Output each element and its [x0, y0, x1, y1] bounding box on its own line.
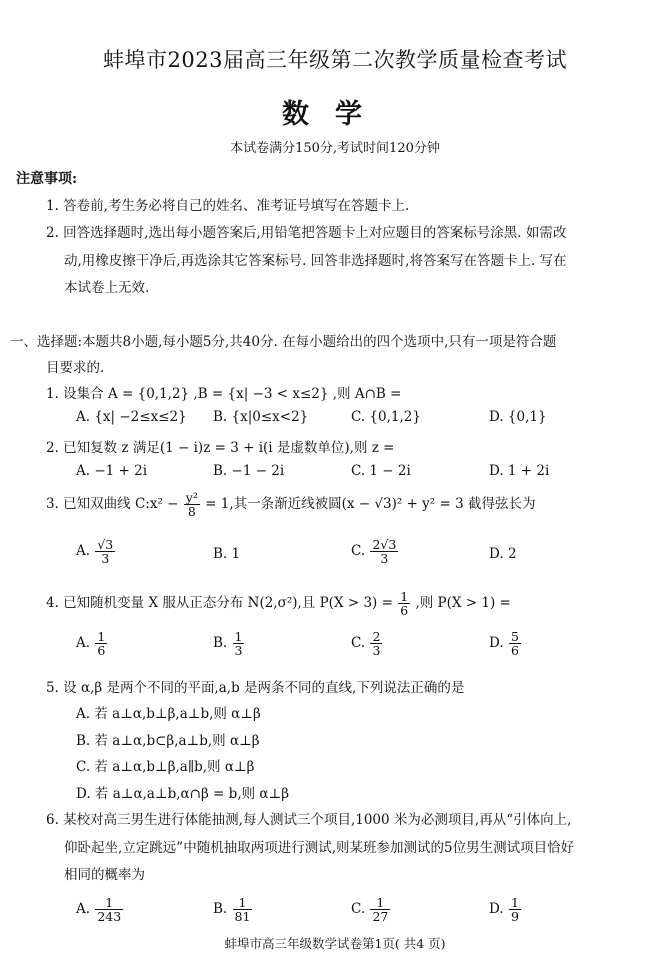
option-label: A. — [76, 901, 91, 918]
frac-num: 1 — [234, 629, 243, 644]
frac-num: 2 — [372, 629, 381, 644]
option-label: D. — [489, 546, 504, 562]
q6-option-a — [76, 896, 124, 923]
option-value: 2 — [507, 546, 517, 562]
option-label: B. — [213, 635, 228, 652]
q6-option-c — [351, 896, 391, 923]
q3-option-a — [76, 538, 116, 565]
q4-option-c — [351, 630, 383, 657]
option-label: D. — [489, 635, 504, 652]
page-footer: 蚌埠市高三年级数学试卷第1页( 共4 页) — [224, 936, 446, 951]
section-heading-cont: 目要求的. — [46, 360, 105, 376]
question-1: 1. 设集合 A = {0,1,2} ,B = {x| −3 < x≤2} ,则 A∩B = — [46, 386, 402, 402]
notice-line: 动,用橡皮擦干净后,再选涂其它答案标号. 回答非选择题时,将答案写在答题卡上. 写在 — [64, 253, 567, 269]
frac-num: 1 — [233, 896, 253, 910]
frac-den: 6 — [400, 603, 409, 619]
section-heading: 一、选择题:本题共8小题,每小题5分,共40分. 在每小题给出的四个选项中,只有一项是符合题 — [10, 334, 557, 350]
q1-option-c: C. {0,1,2} — [351, 409, 421, 425]
q2-option-b: B. −1 − 2i — [213, 463, 285, 479]
q1-option-d: D. {0,1} — [489, 409, 547, 425]
q4-option-a — [76, 630, 108, 657]
frac-den: 81 — [234, 909, 251, 925]
question-6: 6. 某校对高三男生进行体能抽测,每人测试三个项目,1000 米为必测项目,再从“引体向上, — [46, 812, 572, 828]
frac-num: 1 — [95, 896, 123, 910]
frac-den: 3 — [372, 643, 381, 659]
notice-line: 1. 答卷前,考生务必将自己的姓名、准考证号填写在答题卡上. — [46, 198, 410, 214]
option-fraction — [233, 630, 245, 657]
frac-num: 1 — [510, 895, 519, 910]
question-6-cont: 仰卧起坐,立定跳远”中随机抽取两项进行测试,则某班参加测试的5位男生测试项目恰好 — [64, 840, 575, 856]
question-5: 5. 设 α,β 是两个不同的平面,a,b 是两条不同的直线,下列说法正确的是 — [46, 680, 465, 696]
q4-option-d — [489, 630, 522, 657]
question-3 — [46, 491, 535, 518]
frac-num: 5 — [510, 629, 519, 644]
q5-option-c: C. 若 a⊥α,b⊥β,a∥b,则 α⊥β — [76, 759, 255, 775]
question-2: 2. 已知复数 z 满足(1 − i)z = 3 + i(i 是虚数单位),则 z = — [46, 440, 395, 456]
option-label: A. — [76, 543, 91, 560]
option-label: C. — [351, 543, 366, 560]
option-fraction — [370, 896, 390, 923]
q5-option-b: B. 若 a⊥α,b⊂β,a⊥b,则 α⊥β — [76, 733, 260, 749]
q3-fraction — [184, 491, 200, 518]
q1-option-a: A. {x| −2≤x≤2} — [76, 409, 187, 425]
q2-option-d: D. 1 + 2i — [489, 463, 550, 479]
subject-title: 数学 — [282, 99, 388, 130]
frac-den: 3 — [380, 551, 389, 567]
frac-den: 3 — [234, 643, 243, 659]
q5-option-d: D. 若 a⊥α,a⊥b,α∩β = b,则 α⊥β — [76, 786, 290, 802]
frac-den: 27 — [372, 909, 389, 925]
question-6-cont: 相同的概率为 — [64, 867, 145, 883]
notice-line: 本试卷上无效. — [64, 280, 150, 296]
option-fraction — [370, 630, 382, 657]
q2-option-a: A. −1 + 2i — [76, 463, 148, 479]
frac-den: 243 — [97, 909, 122, 925]
option-fraction — [95, 538, 115, 565]
option-label: D. — [489, 901, 504, 918]
q3-option-b — [213, 546, 240, 562]
q3-frac-den: 8 — [187, 504, 196, 520]
exam-info: 本试卷满分150分,考试时间120分钟 — [230, 141, 440, 156]
q3-stem-part: = 1,其一条渐近线被圆(x − √3)² + y² = 3 截得弦长为 — [205, 496, 536, 513]
option-label: B. — [213, 901, 228, 918]
frac-num: 1 — [370, 896, 390, 910]
q3-stem-part: 3. 已知双曲线 C:x² − — [46, 496, 179, 513]
frac-num: √3 — [97, 537, 114, 552]
notice-heading: 注意事项: — [16, 171, 78, 187]
q4-fraction — [398, 590, 410, 617]
q5-option-a: A. 若 a⊥α,b⊥β,a⊥b,则 α⊥β — [76, 706, 261, 722]
frac-num: 1 — [400, 589, 409, 604]
q3-frac-num: y² — [185, 490, 198, 505]
frac-den: 3 — [101, 551, 110, 567]
q2-option-c: C. 1 − 2i — [351, 463, 411, 479]
q3-option-c — [351, 538, 399, 565]
option-fraction — [509, 896, 521, 923]
q4-stem-part: 4. 已知随机变量 X 服从正态分布 N(2,σ²),且 P(X > 3) = — [46, 595, 393, 612]
notice-line: 2. 回答选择题时,选出每小题答案后,用铅笔把答题卡上对应题目的答案标号涂黑. 如需改 — [46, 225, 567, 241]
option-label: C. — [351, 901, 366, 918]
option-fraction — [95, 630, 107, 657]
question-4 — [46, 590, 511, 617]
option-label: B. — [213, 546, 228, 562]
q3-option-d — [489, 546, 517, 562]
q4-option-b — [213, 630, 245, 657]
q6-option-d — [489, 896, 522, 923]
option-fraction — [370, 538, 398, 565]
q6-option-b — [213, 896, 253, 923]
q1-option-b: B. {x|0≤x<2} — [213, 409, 309, 425]
frac-den: 9 — [510, 909, 519, 925]
option-label: C. — [351, 635, 366, 652]
frac-num: 2√3 — [372, 537, 397, 552]
frac-num: 1 — [97, 629, 106, 644]
exam-title: 蚌埠市2023届高三年级第二次教学质量检查考试 — [103, 48, 567, 72]
q4-stem-part: ,则 P(X > 1) = — [415, 595, 511, 612]
option-fraction — [509, 630, 521, 657]
option-fraction — [95, 896, 123, 923]
option-label: A. — [76, 635, 91, 652]
option-fraction — [233, 896, 253, 923]
option-value: 1 — [231, 546, 241, 562]
frac-den: 6 — [97, 643, 106, 659]
frac-den: 6 — [510, 643, 519, 659]
